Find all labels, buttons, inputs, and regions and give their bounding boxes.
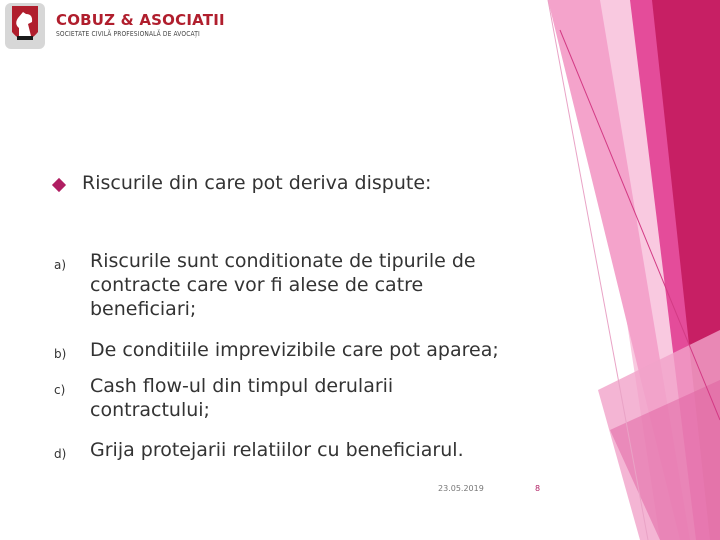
chess-knight-logo-icon <box>4 2 48 54</box>
list-item-marker: a) <box>54 258 67 272</box>
firm-tagline: SOCIETATE CIVILĂ PROFESIONALĂ DE AVOCAȚI <box>56 30 200 38</box>
list-item-marker: b) <box>54 347 67 361</box>
list-item-line: Riscurile sunt conditionate de tipurile de <box>90 250 476 272</box>
list-item-text <box>90 338 540 362</box>
list-item-line: beneficiari; <box>90 298 197 320</box>
list-item-text <box>90 374 540 422</box>
list-item-line: Cash flow-ul din timpul derularii <box>90 375 394 397</box>
list-item-text <box>90 438 540 462</box>
slide-date: 23.05.2019 <box>438 484 484 493</box>
list-item-marker: d) <box>54 447 67 461</box>
list-item-line: Grija protejarii relatiilor cu beneficiarul. <box>90 439 464 461</box>
list-item-text <box>90 249 540 321</box>
list-item-marker: c) <box>54 383 66 397</box>
list-item-line: contractului; <box>90 399 210 421</box>
slide-page-number: 8 <box>535 484 541 493</box>
firm-name: COBUZ & ASOCIATII <box>56 11 225 29</box>
firm-logo <box>4 2 244 58</box>
heading-text: Riscurile din care pot deriva dispute: <box>82 172 432 194</box>
list-item-line: De conditiile imprevizibile care pot aparea; <box>90 339 499 361</box>
list-item-line: contracte care vor fi alese de catre <box>90 274 424 296</box>
